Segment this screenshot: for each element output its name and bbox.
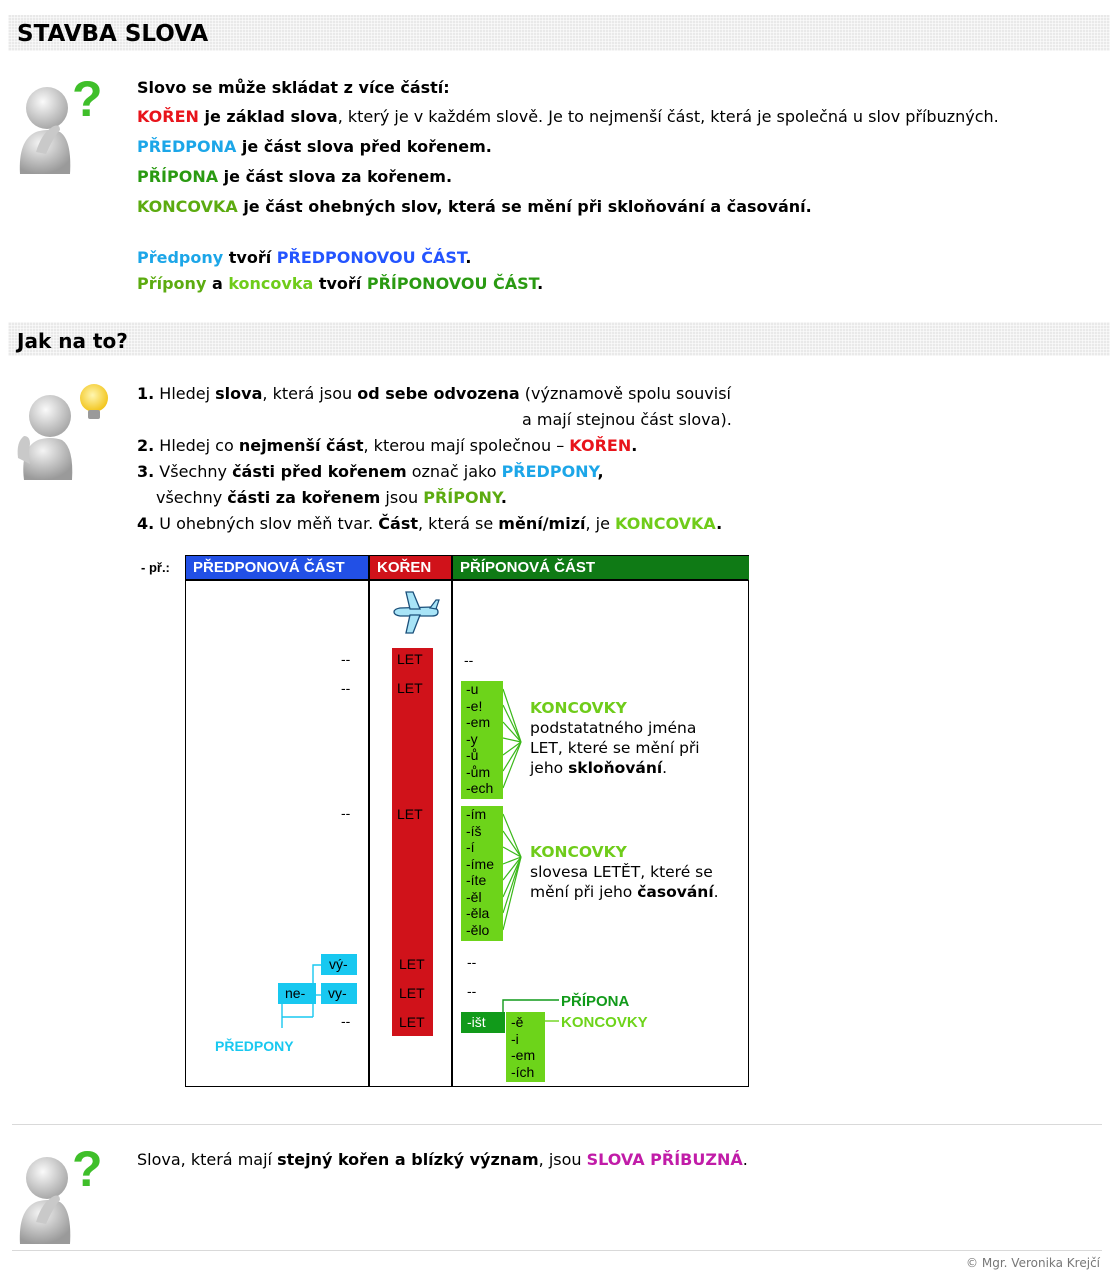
noun-ending-em: -em [466,714,491,730]
step-4-c: , která se [418,514,499,533]
step-4 [137,514,722,533]
suffix-ist: -išt [467,1014,486,1030]
verb-ending-elo: -ělo [466,921,490,938]
verb-note [530,842,719,902]
last-ending-i: -i [511,1030,519,1047]
step-3-a: Všechny [154,462,233,481]
verb-note-l2a: mění při jeho [530,883,638,901]
pripony-word: Přípony [137,274,207,293]
intro-koncovka [137,197,812,216]
predponova-cast: PŘEDPONOVOU ČÁST [276,248,466,267]
verb-ending-is: -íš [466,822,482,839]
pripona-term: PŘÍPONA [137,167,219,186]
koncovka-word: koncovka [228,274,314,293]
intro-line-1: Slovo se může skládat z více částí: [137,78,450,97]
noun-ending-um: -ům [466,763,491,780]
noun-note-l3b: skloňování [568,759,663,777]
step-3 [137,462,604,481]
verb-ending-i: -í [466,839,475,855]
step-3-pripony: PŘÍPONY [423,488,501,507]
thinking-person-question-icon [14,1140,112,1244]
step-3-h: jsou [380,488,424,507]
suffix-label: PŘÍPONA [561,993,630,1010]
step-1-num: 1. [137,384,155,403]
step-1 [137,384,731,403]
column-divider-2 [451,556,453,1086]
and-word: a [206,274,229,293]
svg-text:?: ? [72,1141,103,1197]
noun-note-l3c: . [662,759,668,777]
last-ending-ich: -ích [511,1063,535,1080]
airplane-icon [390,590,440,636]
step-1-e: (významově spolu souvisí [519,384,731,403]
step-2 [137,436,637,455]
priponova-cast: PŘÍPONOVOU ČÁST [366,274,538,293]
dash-pred-3: -- [341,805,351,821]
step-3-predpony: PŘEDPONY [501,462,598,481]
predpona-term: PŘEDPONA [137,137,237,156]
noun-ending-u: -u [466,681,479,697]
step-4-e: , je [585,514,616,533]
dot-2: . [537,274,544,293]
step-2-num: 2. [137,436,155,455]
column-divider-1 [368,556,370,1086]
divider-1 [12,1124,1102,1125]
intro-pripony-cast [137,274,543,293]
noun-note-l2: LET, které se mění při [530,739,700,757]
verb-ending-ime: -íme [466,855,494,872]
intro-koren [137,107,999,126]
root-let-6: LET [399,1014,425,1030]
step-1-b: slova [215,384,263,403]
conclusion-b: stejný kořen a blízký význam [277,1150,539,1169]
step-2-koren: KOŘEN [569,436,632,455]
step-4-b: Část [378,514,418,533]
step-3-g: části za kořenem [227,488,381,507]
root-bar [392,648,433,1036]
conclusion-e: . [742,1150,748,1169]
conclusion-c: , jsou [538,1150,587,1169]
header-priponova-cast: PŘÍPONOVÁ ČÁST [453,556,749,580]
section-title: STAVBA SLOVA [17,21,209,47]
verb-ending-ela: -ěla [466,905,490,921]
koncovka-rest: je část ohebných slov, která se mění při skloňování a časování. [237,197,812,216]
step-3-j: . [500,488,507,507]
prefix-connector [276,964,336,1034]
prefix-vy2: vy- [328,985,347,1001]
divider-2 [12,1250,1102,1251]
noun-ending-u2: -ů [466,747,479,763]
last-ending-e: -ě [511,1014,524,1030]
step-2-b: nejmenší část [238,436,364,455]
dash-suf-3: -- [467,983,477,999]
example-label: - př.: [141,560,170,575]
step-4-g: . [716,514,723,533]
dash-pred-4: -- [341,1013,351,1029]
header-koren: KOŘEN [370,556,452,580]
prefix-label: PŘEDPONY [215,1038,294,1054]
noun-note-title: KONCOVKY [530,699,627,717]
step-2-e: . [631,436,638,455]
koren-rest: , který je v každém slově. Je to nejmenší část, která je společná u slov příbuzných. [337,107,999,126]
conclusion-a: Slova, která mají [137,1150,278,1169]
prefix-vy1: vý- [329,956,348,972]
slova-pribuzna: SLOVA PŘÍBUZNÁ [586,1150,743,1169]
step-1-a: Hledej [154,384,216,403]
root-let-5: LET [399,985,425,1001]
step-1-d: od sebe odvozena [357,384,520,403]
root-let-1: LET [397,651,423,667]
root-let-3: LET [397,806,423,822]
dash-pred-2: -- [341,680,351,696]
predpona-rest: je část slova před kořenem. [236,137,492,156]
noun-endings-bracket [503,681,527,943]
koren-bold: je základ slova [198,107,338,126]
section-header-jak [8,322,1110,356]
verb-ending-ite: -íte [466,872,487,888]
step-3-num: 3. [137,462,155,481]
word-structure-table [185,555,749,1087]
step-3-cont [156,488,507,507]
noun-note-l1: podstatatného jména [530,719,697,737]
step-3-e: , [597,462,604,481]
section-title-2: Jak na to? [17,329,128,353]
dash-pred-1: -- [341,651,351,667]
intro-pripona [137,167,452,186]
noun-note [530,698,700,778]
thinking-person-lightbulb-icon [14,378,114,480]
section-header-stavba [8,15,1110,51]
noun-ending-e: -e! [466,697,483,714]
step-1-c: , která jsou [262,384,358,403]
tvori-1: tvoří [223,248,277,267]
intro-predpony-cast [137,248,471,267]
root-let-4: LET [399,956,425,972]
noun-ending-ech: -ech [466,780,494,796]
step-3-b: části před kořenem [232,462,407,481]
last-ending-em: -em [511,1047,536,1063]
conclusion [137,1150,748,1169]
verb-note-l2b: časování [637,883,714,901]
step-4-a: U ohebných slov měň tvar. [154,514,379,533]
intro-predpona [137,137,492,156]
step-3-c: označ jako [406,462,502,481]
prefix-ne: ne- [285,985,306,1001]
verb-note-title: KONCOVKY [530,843,627,861]
verb-ending-im: -ím [466,806,487,822]
step-3-f: všechny [156,488,228,507]
dash-suf-2: -- [467,954,477,970]
step-4-koncovka: KONCOVKA [615,514,717,533]
step-4-d: mění/mizí [498,514,586,533]
verb-ending-el: -ěl [466,888,482,905]
tvori-2: tvoří [313,274,367,293]
svg-text:?: ? [72,71,103,127]
koren-term: KOŘEN [137,107,199,126]
step-4-num: 4. [137,514,155,533]
thinking-person-question-icon [14,70,112,174]
dot-1: . [465,248,472,267]
verb-note-l2c: . [713,883,719,901]
verb-note-l1: slovesa LETĚT, které se [530,863,713,881]
step-2-c: , kterou mají společnou – [363,436,570,455]
endings-label: KONCOVKY [561,1014,648,1031]
noun-ending-y: -y [466,730,478,747]
step-1-cont: a mají stejnou část slova). [522,410,732,429]
step-2-a: Hledej co [154,436,239,455]
root-let-2: LET [397,680,423,696]
header-predponova-cast: PŘEDPONOVÁ ČÁST [186,556,369,580]
copyright: © Mgr. Veronika Krejčí [966,1256,1100,1270]
koncovka-term: KONCOVKA [137,197,238,216]
predpony-word: Předpony [137,248,224,267]
noun-note-l3a: jeho [530,759,569,777]
header-divider [186,579,748,581]
pripona-rest: je část slova za kořenem. [218,167,453,186]
dash-suf-1: -- [464,652,474,668]
